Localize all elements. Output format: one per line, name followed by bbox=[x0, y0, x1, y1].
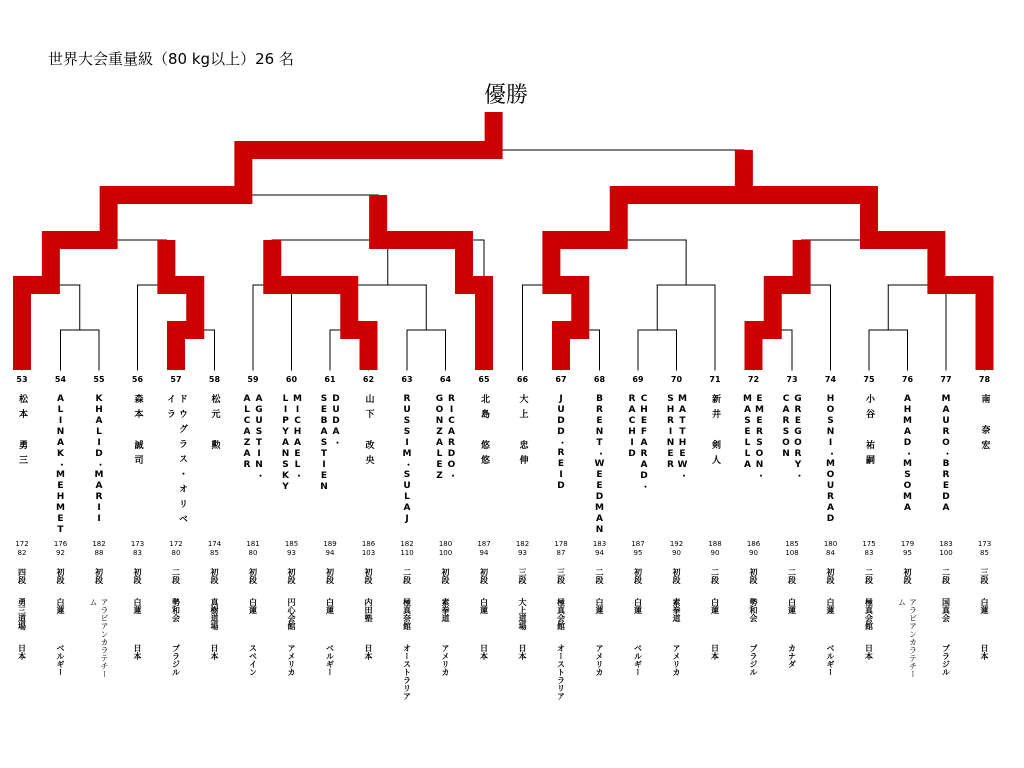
competitor-club: 素拳道 bbox=[441, 598, 450, 622]
competitor-53 bbox=[5, 374, 39, 714]
competitor-rank: 四段 bbox=[17, 568, 27, 584]
competitor-country: ブラジル bbox=[749, 644, 758, 676]
competitor-number: 58 bbox=[208, 375, 221, 384]
competitor-club: 極真会館 bbox=[864, 598, 874, 630]
competitor-weight: 92 bbox=[56, 549, 65, 557]
competitor-name: 南 奈宏 bbox=[979, 394, 990, 455]
competitor-club: 勇三道場 bbox=[17, 598, 27, 630]
competitor-club: 白蓮 bbox=[248, 598, 258, 614]
competitor-country: アメリカ bbox=[287, 644, 296, 676]
competitor-rank: 初段 bbox=[903, 568, 912, 584]
competitor-number: 72 bbox=[747, 375, 760, 384]
competitor-club: 大上道場 bbox=[518, 598, 527, 630]
competitor-height: 174 bbox=[207, 540, 222, 548]
competitor-club: 白蓮 bbox=[980, 598, 989, 614]
competitor-number: 59 bbox=[247, 375, 259, 384]
competitor-58 bbox=[198, 374, 232, 714]
competitor-weight: 82 bbox=[17, 549, 27, 557]
competitor-name: BRENT・WEEDMAN bbox=[594, 394, 605, 536]
competitor-name: 森本 誠司 bbox=[132, 394, 143, 470]
competitor-name: KHALID・MARII bbox=[94, 394, 104, 525]
competitor-weight: 94 bbox=[325, 549, 335, 557]
competitor-64 bbox=[429, 374, 463, 714]
competitor-country: ブラジル bbox=[941, 644, 951, 676]
competitor-country: ベルギー bbox=[325, 644, 335, 676]
competitor-rank: 二段 bbox=[864, 568, 874, 584]
competitor-weight: 110 bbox=[400, 549, 414, 557]
competitor-number: 78 bbox=[978, 375, 991, 384]
competitor-country: 日本 bbox=[710, 644, 720, 660]
competitor-number: 63 bbox=[401, 375, 413, 384]
competitor-height: 187 bbox=[631, 540, 645, 548]
competitor-rank: 初段 bbox=[441, 568, 450, 584]
competitor-rank: 初段 bbox=[749, 568, 758, 584]
competitor-77 bbox=[929, 374, 963, 714]
competitor-country: アメリカ bbox=[441, 644, 450, 676]
competitor-country: 日本 bbox=[518, 644, 527, 660]
competitor-club: 白蓮 bbox=[826, 598, 835, 614]
competitor-height: 187 bbox=[477, 540, 491, 548]
competitor-height: 189 bbox=[323, 540, 337, 548]
competitor-height: 180 bbox=[823, 540, 838, 548]
competitor-club: 白蓮 bbox=[479, 598, 489, 614]
competitor-weight: 90 bbox=[749, 549, 758, 557]
competitor-weight: 94 bbox=[479, 549, 489, 557]
competitor-country: ベルギー bbox=[633, 644, 643, 676]
competitor-country: 日本 bbox=[980, 644, 989, 660]
competitor-number: 55 bbox=[93, 375, 105, 384]
competitor-height: 188 bbox=[708, 540, 722, 548]
competitor-club: アラビアンカラテチーム bbox=[897, 598, 918, 678]
competitor-name: ドウグラス・オリベイラ bbox=[165, 394, 187, 529]
competitor-63 bbox=[390, 374, 424, 714]
competitor-weight: 93 bbox=[518, 549, 527, 557]
competitor-number: 60 bbox=[285, 375, 298, 384]
competitor-height: 182 bbox=[92, 540, 106, 548]
competitor-rank: 二段 bbox=[595, 568, 604, 584]
competitor-weight: 84 bbox=[826, 549, 835, 557]
competitor-56 bbox=[121, 374, 155, 714]
competitor-name: GREGORY・CARSON bbox=[781, 394, 803, 481]
competitor-club: 白蓮 bbox=[133, 598, 142, 614]
competitor-rank: 初段 bbox=[325, 568, 335, 584]
competitor-rank: 初段 bbox=[633, 568, 643, 584]
competitor-74 bbox=[814, 374, 848, 714]
competitor-number: 54 bbox=[54, 375, 67, 384]
competitor-name: AHMAD・MSOMA bbox=[902, 394, 913, 514]
competitor-club: 白蓮 bbox=[787, 598, 797, 614]
competitor-name: 新井 剣人 bbox=[710, 394, 720, 470]
competitor-number: 67 bbox=[555, 375, 567, 384]
competitor-number: 76 bbox=[901, 375, 914, 384]
competitor-height: 182 bbox=[400, 540, 414, 548]
competitor-height: 185 bbox=[785, 540, 799, 548]
competitor-height: 183 bbox=[592, 540, 607, 548]
competitor-65 bbox=[467, 374, 501, 714]
competitor-country: アメリカ bbox=[595, 644, 604, 676]
competitor-country: ベルギー bbox=[56, 644, 65, 676]
competitor-number: 65 bbox=[478, 375, 490, 384]
competitor-country: オーストラリア bbox=[402, 644, 412, 700]
competitor-69 bbox=[621, 374, 655, 714]
competitor-55 bbox=[82, 374, 116, 678]
competitor-country: 日本 bbox=[17, 644, 27, 660]
competitor-weight: 80 bbox=[248, 549, 258, 557]
competitor-weight: 85 bbox=[980, 549, 989, 557]
competitor-66 bbox=[506, 374, 540, 714]
competitor-club: 真樹道場 bbox=[210, 598, 219, 630]
competitor-rank: 二段 bbox=[171, 568, 181, 584]
competitor-country: アメリカ bbox=[672, 644, 681, 676]
competitor-rank: 三段 bbox=[556, 568, 566, 584]
competitor-club: 白蓮 bbox=[710, 598, 720, 614]
competitor-weight: 87 bbox=[556, 549, 566, 557]
competitor-club: 極真会館 bbox=[556, 598, 566, 630]
competitor-height: 186 bbox=[361, 540, 376, 548]
competitor-rank: 二段 bbox=[787, 568, 797, 584]
competitor-country: スペイン bbox=[248, 644, 258, 676]
competitor-club: 極真奈館 bbox=[402, 598, 412, 630]
competitor-number: 75 bbox=[863, 375, 875, 384]
competitor-club: 円心会館 bbox=[287, 598, 296, 630]
competitor-59 bbox=[236, 374, 270, 714]
competitor-club: 白蓮 bbox=[595, 598, 604, 614]
competitor-name: 北島 悠悠 bbox=[479, 394, 489, 470]
competitor-height: 173 bbox=[977, 540, 992, 548]
competitor-name: JUDD・REID bbox=[556, 394, 566, 492]
competitor-height: 176 bbox=[53, 540, 68, 548]
competitor-name: 小谷 祐嗣 bbox=[864, 394, 874, 470]
competitor-club: 白蓮 bbox=[325, 598, 335, 614]
competitor-height: 180 bbox=[438, 540, 453, 548]
competitor-73 bbox=[775, 374, 809, 714]
competitor-height: 172 bbox=[169, 540, 183, 548]
competitor-70 bbox=[660, 374, 694, 714]
winner-path-left-4 bbox=[378, 195, 484, 370]
competitor-weight: 88 bbox=[94, 549, 104, 557]
competitor-number: 61 bbox=[324, 375, 336, 384]
competitor-weight: 85 bbox=[210, 549, 219, 557]
competitor-country: 日本 bbox=[864, 644, 874, 660]
competitor-rank: 初段 bbox=[672, 568, 681, 584]
competitor-rank: 二段 bbox=[941, 568, 951, 584]
competitor-rank: 初段 bbox=[94, 568, 104, 584]
competitor-country: 日本 bbox=[479, 644, 489, 660]
competitor-height: 178 bbox=[554, 540, 568, 548]
competitor-height: 183 bbox=[939, 540, 953, 548]
winner-path-left-3 bbox=[272, 240, 368, 370]
competitor-height: 186 bbox=[746, 540, 761, 548]
competitor-weight: 93 bbox=[287, 549, 296, 557]
competitor-height: 192 bbox=[669, 540, 684, 548]
competitor-name: 山下 改央 bbox=[363, 394, 374, 470]
competitor-height: 172 bbox=[15, 540, 29, 548]
tournament-bracket bbox=[0, 0, 1024, 380]
competitor-country: 日本 bbox=[364, 644, 373, 660]
competitor-club: 白蓮 bbox=[56, 598, 65, 614]
competitor-rank: 初段 bbox=[210, 568, 219, 584]
competitor-height: 179 bbox=[900, 540, 915, 548]
competitor-club: 内田塾 bbox=[364, 598, 373, 622]
competitor-68 bbox=[583, 374, 617, 714]
competitor-weight: 80 bbox=[171, 549, 181, 557]
competitor-number: 53 bbox=[16, 375, 28, 384]
competitor-weight: 94 bbox=[595, 549, 604, 557]
competitor-club: 白蓮 bbox=[633, 598, 643, 614]
competitor-60 bbox=[275, 374, 309, 714]
competitor-weight: 83 bbox=[133, 549, 142, 557]
competitor-name: MATTHEW・SHRINER bbox=[665, 394, 688, 481]
competitor-number: 77 bbox=[940, 375, 952, 384]
competitor-rank: 三段 bbox=[980, 568, 989, 584]
competitor-name: ALINAK・MEHMET bbox=[55, 394, 66, 536]
competitor-number: 68 bbox=[593, 375, 606, 384]
competitor-rank: 初段 bbox=[479, 568, 489, 584]
competitor-club: 国真会 bbox=[941, 598, 951, 622]
competitor-country: ブラジル bbox=[171, 644, 181, 676]
competitor-67 bbox=[544, 374, 578, 714]
competitor-number: 70 bbox=[670, 375, 683, 384]
competitor-number: 56 bbox=[131, 375, 144, 384]
competitor-name: RICARDO・GONZALEZ bbox=[434, 394, 457, 482]
competitor-rank: 初段 bbox=[287, 568, 296, 584]
competitor-number: 64 bbox=[439, 375, 452, 384]
competitor-club: 素拳道 bbox=[672, 598, 681, 622]
competitor-57 bbox=[159, 374, 193, 714]
competitor-number: 73 bbox=[786, 375, 798, 384]
competitor-name: AGUSTIN・ALCAZAR bbox=[242, 394, 264, 481]
page-title: 世界大会重量級（80 kg以上）26 名 bbox=[48, 50, 294, 68]
competitor-61 bbox=[313, 374, 347, 714]
competitor-number: 57 bbox=[170, 375, 182, 384]
competitor-weight: 108 bbox=[785, 549, 799, 557]
competitor-rank: 初段 bbox=[364, 568, 373, 584]
competitor-height: 185 bbox=[284, 540, 299, 548]
competitor-72 bbox=[737, 374, 771, 714]
competitor-height: 173 bbox=[130, 540, 145, 548]
champion-label: 優勝 bbox=[484, 83, 529, 108]
competitor-country: 日本 bbox=[133, 644, 142, 660]
competitor-country: ベルギー bbox=[826, 644, 835, 676]
competitor-weight: 95 bbox=[633, 549, 643, 557]
competitor-height: 175 bbox=[862, 540, 876, 548]
competitor-rank: 初段 bbox=[133, 568, 142, 584]
competitor-name: HOSNI・MOURAD bbox=[825, 394, 836, 525]
competitor-rank: 初段 bbox=[826, 568, 835, 584]
competitor-rank: 初段 bbox=[248, 568, 258, 584]
competitor-number: 66 bbox=[516, 375, 529, 384]
competitor-76 bbox=[891, 374, 925, 678]
competitor-78 bbox=[968, 374, 1002, 714]
competitor-rank: 初段 bbox=[56, 568, 65, 584]
competitor-number: 69 bbox=[632, 375, 644, 384]
competitor-54 bbox=[44, 374, 78, 714]
competitor-club: アラビアンカラテチーム bbox=[89, 598, 109, 678]
competitor-height: 181 bbox=[246, 540, 260, 548]
competitor-height: 182 bbox=[515, 540, 530, 548]
competitor-71 bbox=[698, 374, 732, 714]
competitor-name: MAURO・BREDA bbox=[941, 394, 951, 514]
competitor-name: RUSSIM・SULAJ bbox=[402, 394, 412, 525]
competitor-country: オーストラリア bbox=[556, 644, 566, 700]
competitor-75 bbox=[852, 374, 886, 714]
competitor-rank: 二段 bbox=[710, 568, 720, 584]
competitor-name: DUDA・SEBASTIEN bbox=[319, 394, 341, 493]
competitor-name: CHEFARAD・RACHID bbox=[627, 394, 649, 492]
competitor-rank: 三段 bbox=[518, 568, 527, 584]
competitor-number: 71 bbox=[709, 375, 721, 384]
competitor-number: 62 bbox=[362, 375, 375, 384]
competitor-number: 74 bbox=[824, 375, 837, 384]
competitor-name: MICHAEL・LIPYANSKY bbox=[280, 394, 303, 493]
competitor-name: 松元 勲 bbox=[209, 394, 220, 455]
competitor-weight: 100 bbox=[939, 549, 953, 557]
competitor-weight: 83 bbox=[864, 549, 874, 557]
competitor-club: 勢和会 bbox=[749, 598, 758, 622]
competitor-weight: 100 bbox=[438, 549, 453, 557]
competitor-weight: 95 bbox=[903, 549, 912, 557]
competitor-club: 勢和会 bbox=[171, 598, 181, 622]
competitor-name: EMERSON・MASELLA bbox=[742, 394, 765, 481]
competitor-country: カナダ bbox=[787, 644, 797, 668]
competitor-name: 松本 勇三 bbox=[17, 394, 27, 470]
competitor-weight: 90 bbox=[672, 549, 681, 557]
winner-path-left-2 bbox=[166, 240, 195, 370]
competitor-rank: 二段 bbox=[402, 568, 412, 584]
competitor-name: 大上 忠伸 bbox=[517, 394, 528, 470]
competitor-weight: 90 bbox=[710, 549, 720, 557]
competitor-country: 日本 bbox=[210, 644, 219, 660]
competitor-weight: 103 bbox=[361, 549, 376, 557]
winner-path-right-2 bbox=[754, 240, 802, 370]
competitor-62 bbox=[352, 374, 386, 714]
